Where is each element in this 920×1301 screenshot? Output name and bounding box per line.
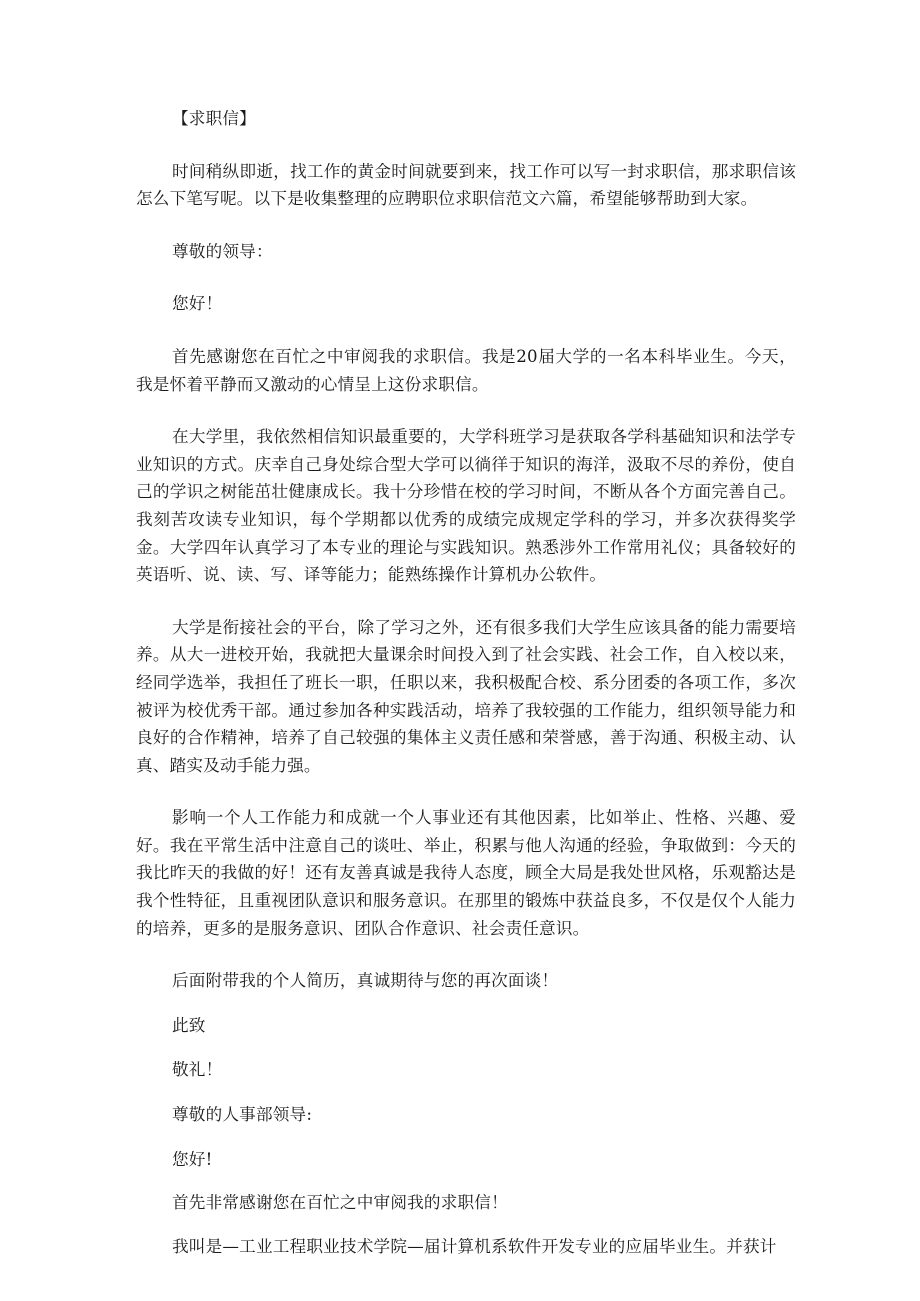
salutation: 尊敬的领导：	[172, 241, 273, 261]
body-paragraph: 首先非常感谢您在百忙之中审阅我的求职信！	[172, 1193, 508, 1213]
greeting: 您好！	[172, 294, 223, 314]
salutation: 尊敬的人事部领导:	[172, 1105, 313, 1125]
body-paragraph: 大学是衔接社会的平台，除了学习之外，还有很多我们大学生应该具备的能力需要培养。从大一进校开始，我就把大量课余时间投入到了社会实践、社会工作，自入校以来，经同学选举，我担任了班长一职，任职以来，我积极配合校、系分团委的各项工作，多次被评为校优秀干部。通过参加各种实践活动，培养了我较强的工作能力，组织领导能力和良好的合作精神，培养了自己较强的集体主义责任感和荣誉感，善于沟通、积极主动、认真、踏实及动手能力强。	[136, 617, 796, 775]
closing-paragraph: 后面附带我的个人简历，真诚期待与您的再次面谈！	[172, 971, 559, 991]
letter-body	[136, 105, 796, 1276]
closing-phrase: 此致	[172, 1015, 206, 1035]
intro-paragraph: 时间稍纵即逝，找工作的黄金时间就要到来，找工作可以写一封求职信，那求职信该怎么下笔写呢。以下是收集整理的应聘职位求职信范文六篇，希望能够帮助到大家。	[136, 161, 796, 209]
body-paragraph: 首先感谢您在百忙之中审阅我的求职信。我是20届大学的一名本科毕业生。今天，我是怀着平静而又激动的心情呈上这份求职信。	[136, 346, 796, 394]
body-paragraph: 在大学里，我依然相信知识最重要的，大学科班学习是获取各学科基础知识和法学专业知识的方式。庆幸自己身处综合型大学可以徜徉于知识的海洋，汲取不尽的养份，使自己的学识之树能茁壮健康成长。我十分珍惜在校的学习时间，不断从各个方面完善自己。我刻苦攻读专业知识，每个学期都以优秀的成绩完成规定学科的学习，并多次获得奖学金。大学四年认真学习了本专业的理论与实践知识。熟悉涉外工作常用礼仪；具备较好的英语听、说、读、写、译等能力；能熟练操作计算机办公软件。	[136, 427, 796, 585]
body-paragraph: 我叫是—工业工程职业技术学院—届计算机系软件开发专业的应届毕业生。并获计	[172, 1236, 777, 1256]
document-title: 【求职信】	[172, 109, 256, 128]
greeting: 您好!	[172, 1149, 213, 1169]
body-paragraph: 影响一个人工作能力和成就一个人事业还有其他因素，比如举止、性格、兴趣、爱好。我在平常生活中注意自己的谈吐、举止，积累与他人沟通的经验，争取做到：今天的我比昨天的我做的好！还有友善真诚是我待人态度，顾全大局是我处世风格，乐观豁达是我个性特征，且重视团队意识和服务意识。在那里的锻炼中获益良多，不仅是仅个人能力的培养，更多的是服务意识、团队合作意识、社会责任意识。	[136, 808, 796, 938]
closing-regards: 敬礼！	[172, 1060, 223, 1080]
